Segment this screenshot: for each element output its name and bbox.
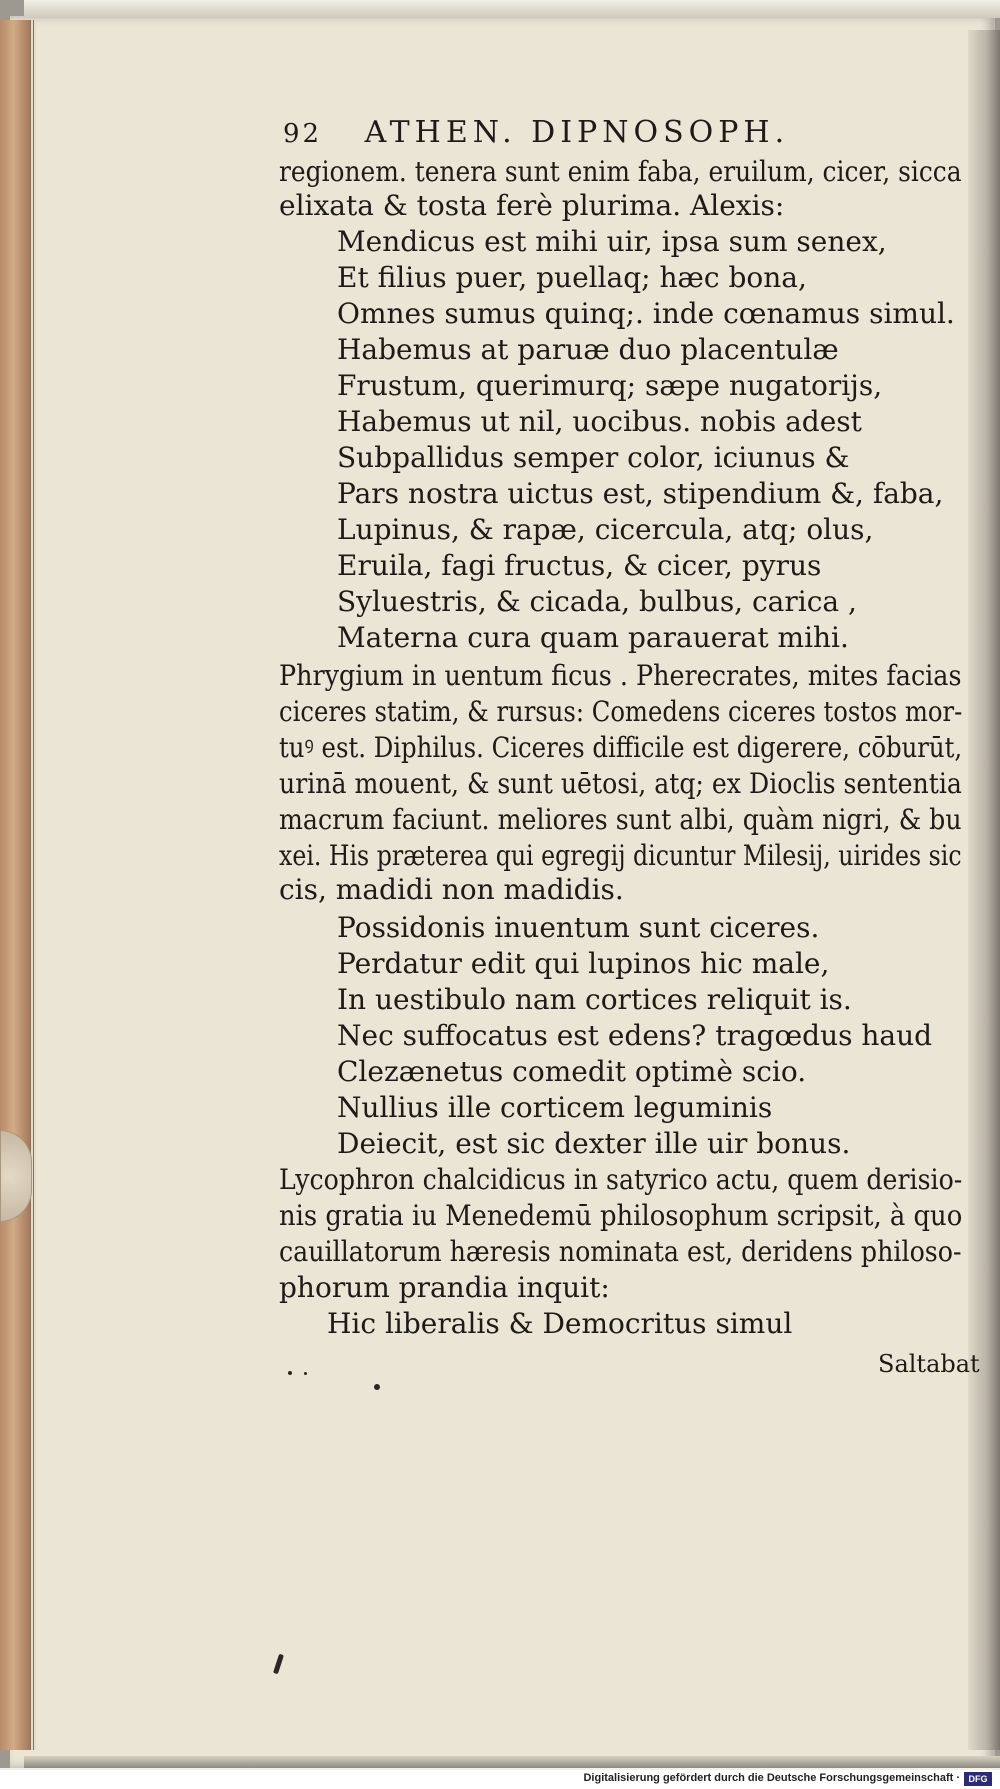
catchword: Saltabat [878, 1350, 980, 1378]
verse-line: Clezænetus comedit optimè scio. [337, 1055, 807, 1088]
ink-speck [304, 1372, 307, 1375]
verse-line: In uestibulo nam cortices reliquit is. [337, 983, 852, 1016]
verse-line: Habemus at paruæ duo placentulæ [337, 333, 839, 366]
text-line: urinā mouent, & sunt uētosi, atq; ex Dioclis sententia [279, 767, 962, 800]
text-line: macrum faciunt. meliores sunt albi, quàm nigri, & bu [279, 803, 962, 836]
text-line: cis, madidi non madidis. [279, 873, 624, 906]
verse-line: Perdatur edit qui lupinos hic male, [337, 947, 830, 980]
ink-speck [374, 1384, 380, 1390]
footer-bar [0, 1770, 1000, 1789]
ink-speck [288, 1371, 292, 1375]
text-line: Lycophron chalcidicus in satyrico actu, quem derisio- [279, 1163, 963, 1196]
verse-line: Habemus ut nil, uocibus. nobis adest [337, 405, 862, 438]
verse-line: Omnes sumus quinq;. inde cœnamus simul. [337, 297, 955, 330]
text-line: cauillatorum hæresis nominata est, deridens philoso- [279, 1235, 962, 1268]
verse-line: Et filius puer, puellaq; hæc bona, [337, 261, 807, 294]
text-line: regionem. tenera sunt enim faba, eruilum, cicer, sicca [279, 155, 962, 188]
verse-line: Nullius ille corticem leguminis [337, 1091, 773, 1124]
text-line: Phrygium in uentum ficus . Pherecrates, mites facias [279, 659, 962, 692]
text-line: xei. His præterea qui egregij dicuntur Milesij, uirides sic [279, 839, 962, 872]
verse-line: Mendicus est mihi uir, ipsa sum senex, [337, 225, 887, 258]
text-line: ciceres statim, & rursus: Comedens ciceres tostos mor- [279, 695, 963, 728]
text-line: elixata & tosta ferè plurima. Alexis: [279, 189, 785, 222]
verse-line: Frustum, querimurq; sæpe nugatorijs, [337, 369, 883, 402]
verse-line: Syluestris, & cicada, bulbus, carica , [337, 585, 857, 618]
text-line: tuꝰ est. Diphilus. Ciceres difficile est digerere, cōburūt, [279, 731, 963, 764]
verse-line: Materna cura quam parauerat mihi. [337, 621, 849, 654]
running-head [283, 113, 789, 154]
funding-credit: Digitalisierung gefördert durch die Deutsche Forschungsgemeinschaft · [583, 1772, 960, 1784]
dfg-logo: DFG [964, 1772, 992, 1786]
verse-line: Deiecit, est sic dexter ille uir bonus. [337, 1127, 851, 1160]
verse-line: Eruila, fagi fructus, & cicer, pyrus [337, 549, 822, 582]
ink-mark [273, 1654, 284, 1675]
running-head-title: ATHEN. DIPNOSOPH. [364, 115, 790, 150]
verse-line: Nec suffocatus est edens? tragœdus haud [337, 1019, 933, 1052]
page-number: 92 [283, 119, 323, 149]
text-line: phorum prandia inquit: [279, 1271, 610, 1304]
text-line: nis gratia iu Menedemū philosophum scripsit, à quo [279, 1199, 963, 1232]
verse-line: Hic liberalis & Democritus simul [327, 1307, 793, 1340]
verse-line: Subpallidus semper color, iciunus & [337, 441, 850, 474]
verse-line: Possidonis inuentum sunt ciceres. [337, 911, 820, 944]
verse-line: Pars nostra uictus est, stipendium &, faba, [337, 477, 944, 510]
verse-line: Lupinus, & rapæ, cicercula, atq; olus, [337, 513, 874, 546]
